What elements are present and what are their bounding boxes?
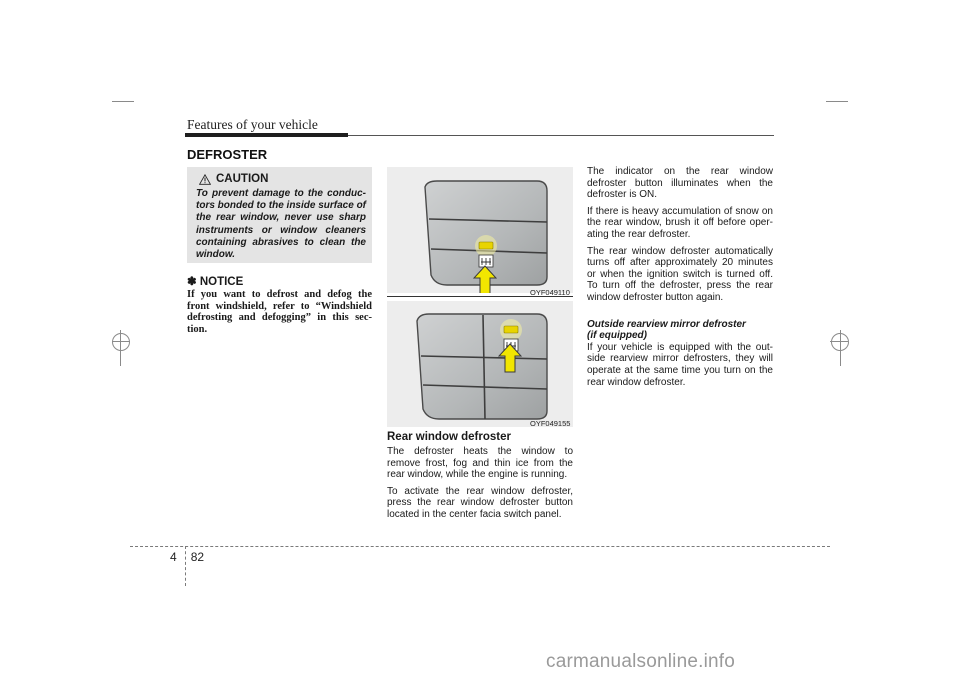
notice-text: If you want to defrost and defog the front windshield, refer to “Windshield defrosting and defogging” in this sec-tion. [187,289,372,335]
paragraph: To activate the rear window defroster, press the rear window defroster button located in the center facia switch panel. [387,485,573,520]
caution-title: CAUTION [216,173,269,185]
switch-panel-photo-1 [387,167,573,293]
paragraph: If your vehicle is equipped with the out-side rearview mirror defrosters, they will operate at the same time you turn on the rear window defroster. [587,341,773,388]
caution-box [187,167,372,263]
caution-text: To prevent damage to the conduc-tors bonded to the inside surface of the rear window, never use sharp instruments or window cleaners containing abrasives to clean the window. [196,188,367,261]
warning-triangle-icon [199,174,211,185]
arrow-up-icon [498,343,522,373]
registration-circle [831,333,849,351]
mirror-defroster-heading: Outside rearview mirror defroster [587,318,746,330]
notice-heading: ✽ NOTICE [187,276,244,288]
paragraph: The indicator on the rear window defroster button illuminates when the defroster is ON. [587,166,773,201]
section-title: DEFROSTER [187,147,268,162]
rear-defroster-heading: Rear window defroster [387,431,511,443]
page-number-value: 82 [190,550,205,564]
rear-defroster-text [387,446,573,526]
crop-mark [826,101,848,102]
figure-code: OYF049155 [530,419,571,428]
header-bar [185,133,348,137]
figure-code: OYF049110 [530,288,570,297]
arrow-up-icon [473,265,497,293]
crop-mark [112,101,134,102]
running-header: Features of your vehicle [187,117,318,132]
paragraph: If there is heavy accumulation of snow on the rear window, brush it off before oper-ating the rear defroster. [587,205,773,240]
paragraph: The defroster heats the window to remove frost, fog and thin ice from the rear window, while the engine is running. [387,446,573,481]
page-number [170,550,204,564]
chapter-number: 4 [170,550,177,564]
registration-circle [112,333,130,351]
caution-heading [199,173,268,185]
defroster-details [587,166,773,393]
paragraph: The rear window defroster automatically turns off after approximately 20 minutes or when the ignition switch is turned off. To turn off the defroster, press the rear window defroster button again. [587,245,773,303]
switch-panel-photo-2 [387,301,573,427]
mirror-defroster-subheading: (if equipped) [587,330,647,342]
watermark: carmanualsonline.info [546,651,736,672]
footer-rule [130,546,830,547]
header-rule [348,135,774,136]
